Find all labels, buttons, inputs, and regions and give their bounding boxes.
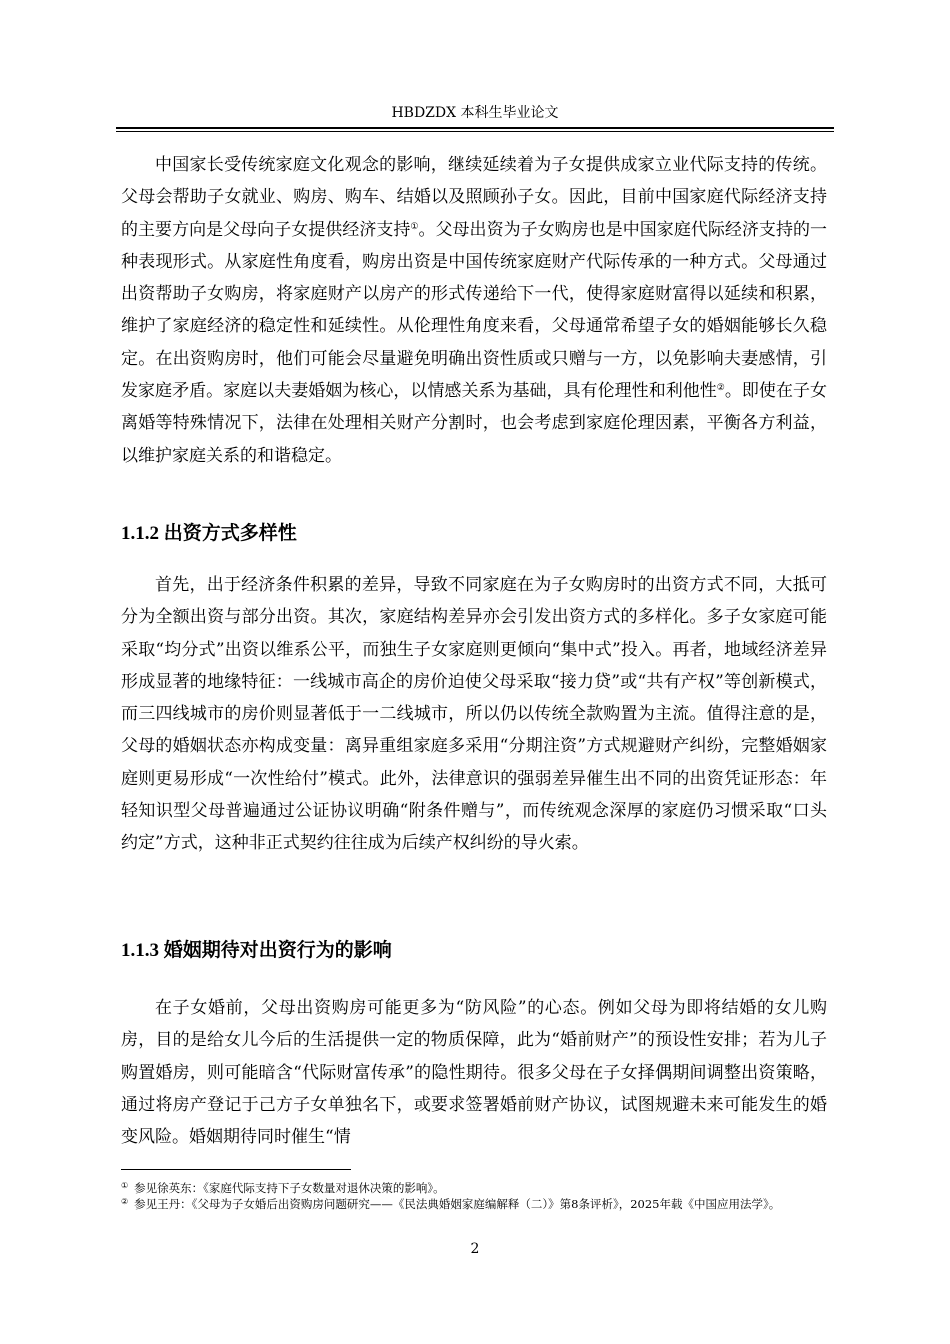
section-heading-1-1-3: 1.1.3 婚姻期待对出资行为的影响 xyxy=(121,940,392,961)
paragraph-text-part: 中国家长受传统家庭文化观念的影响，继续延续着为子女提供成家立业代际支持的传统。父母会帮助子女就业、购房、购车、结婚以及照顾孙子女。因此，目前中国家庭代际经济支持的主要方向是父母向子女提供经济支持 xyxy=(121,155,827,240)
section-heading-1-1-2: 1.1.2 出资方式多样性 xyxy=(121,523,297,544)
footnote-mark: ① xyxy=(121,1181,129,1190)
footnote-ref-2[interactable]: ② xyxy=(716,383,725,394)
paragraph-text-part: 。即使在子女离婚等特殊情况下，法律在处理相关财产分割时，也会考虑到家庭伦理因素，平衡各方利益，以维护家庭关系的和谐稳定。 xyxy=(121,381,828,466)
footnote-2 xyxy=(121,1196,827,1212)
header-rule-thick xyxy=(116,127,834,129)
footnote-separator xyxy=(121,1169,351,1170)
footnote-ref-1[interactable]: ① xyxy=(410,221,419,232)
footnote-1 xyxy=(121,1180,827,1196)
paragraph-text xyxy=(121,149,827,472)
paragraph-marriage-expectation xyxy=(121,992,827,1153)
footnote-text: 参见徐英东：《家庭代际支持下子女数量对退休决策的影响》。 xyxy=(134,1181,445,1195)
paragraph-text: 在子女婚前，父母出资购房可能更多为“防风险”的心态。例如父母为即将结婚的女儿购房，目的是给女儿今后的生活提供一定的物质保障，此为“婚前财产”的预设性安排；若为儿子购置婚房，则可能暗含“代际财富传承”的隐性期待。很多父母在子女择偶期间调整出资策略，通过将房产登记于己方子女单独名下，或要求签署婚前财产协议，试图规避未来可能发生的婚变风险。婚姻期待同时催生“情 xyxy=(121,998,827,1148)
running-header: HBDZDX 本科生毕业论文 xyxy=(391,105,559,121)
paragraph-funding-methods xyxy=(121,569,827,860)
paragraph-text-part: 。父母出资为子女购房也是中国家庭代际经济支持的一种表现形式。从家庭性角度看，购房出资是中国传统家庭财产代际传承的一种方式。父母通过出资帮助子女购房，将家庭财产以房产的形式传递给下一代，使得家庭财富得以延续和积累，维护了家庭经济的稳定性和延续性。从伦理性角度来看，父母通常希望子女的婚姻能够长久稳定。在出资购房时，他们可能会尽量避免明确出资性质或只赠与一方，以免影响夫妻感情，引发家庭矛盾。家庭以夫妻婚姻为核心，以情感关系为基础，具有伦理性和利他性 xyxy=(121,219,828,402)
footnote-text: 参见王丹：《父母为子女婚后出资购房问题研究——《民法典婚姻家庭编解释（二）》第8条评析》，2025年载《中国应用法学》。 xyxy=(134,1197,781,1211)
header-rule-thin xyxy=(116,131,834,132)
footnote-mark: ② xyxy=(121,1197,129,1206)
page-number: 2 xyxy=(470,1241,480,1257)
paragraph-text: 首先，出于经济条件积累的差异，导致不同家庭在为子女购房时的出资方式不同，大抵可分为全额出资与部分出资。其次，家庭结构差异亦会引发出资方式的多样化。多子女家庭可能采取“均分式”出资以维系公平，而独生子女家庭则更倾向“集中式”投入。再者，地域经济差异形成显著的地缘特征：一线城市高企的房价迫使父母采取“接力贷”或“共有产权”等创新模式，而三四线城市的房价则显著低于一二线城市，所以仍以传统全款购置为主流。值得注意的是，父母的婚姻状态亦构成变量：离异重组家庭多采用“分期注资”方式规避财产纠纷，完整婚姻家庭则更易形成“一次性给付”模式。此外，法律意识的强弱差异催生出不同的出资凭证形态：年轻知识型父母普遍通过公证协议明确“附条件赠与”，而传统观念深厚的家庭仍习惯采取“口头约定”方式，这种非正式契约往往成为后续产权纠纷的导火索。 xyxy=(121,575,827,854)
footnotes xyxy=(121,1180,827,1212)
paragraph-family-support xyxy=(121,149,827,472)
